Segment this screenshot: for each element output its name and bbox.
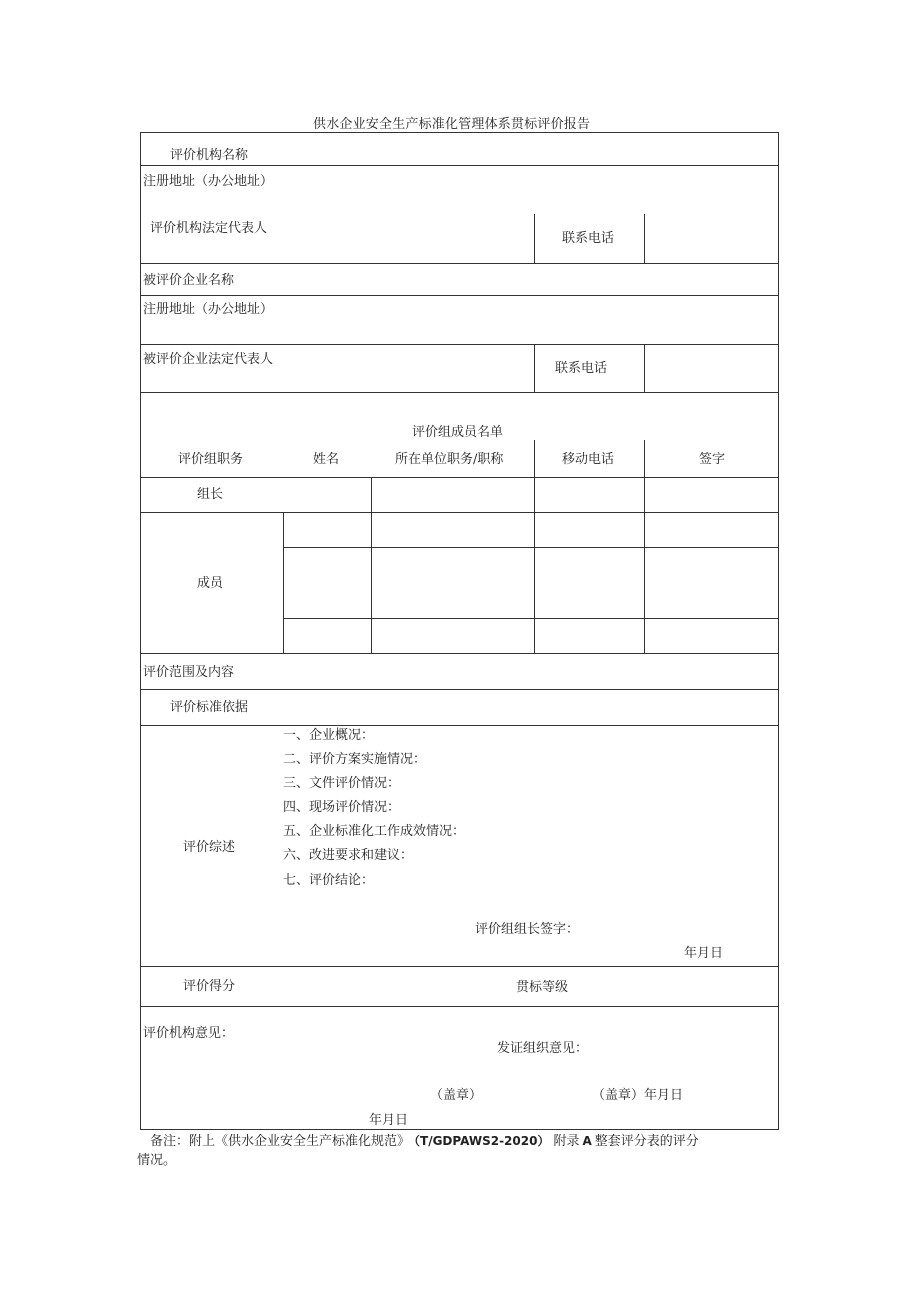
summary-date: 年月日 xyxy=(684,946,724,961)
org-seal: （盖章） xyxy=(430,1088,483,1103)
team-header-role: 评价组职务 xyxy=(178,452,244,467)
level-label: 贯标等级 xyxy=(516,980,569,995)
team-header-name: 姓名 xyxy=(313,452,340,467)
summary-label: 评价综述 xyxy=(183,840,236,855)
team-member-label: 成员 xyxy=(197,576,224,591)
org-phone-label: 联系电话 xyxy=(562,231,615,246)
company-address-label: 注册地址（办公地址） xyxy=(143,302,274,317)
summary-item-7: 七、评价结论： xyxy=(283,873,375,888)
org-legal-rep-label: 评价机构法定代表人 xyxy=(150,221,268,236)
footnote-appendix: A xyxy=(582,1134,592,1148)
standard-label: 评价标准依据 xyxy=(170,700,249,715)
summary-item-3: 三、文件评价情况： xyxy=(283,776,401,791)
summary-item-1: 一、企业概况： xyxy=(283,728,375,743)
company-name-label: 被评价企业名称 xyxy=(143,273,235,288)
opinion-date: 年月日 xyxy=(369,1113,409,1128)
cert-opinion-label: 发证组织意见： xyxy=(497,1041,589,1056)
summary-item-6: 六、改进要求和建议： xyxy=(283,848,414,863)
org-opinion-label: 评价机构意见： xyxy=(143,1026,235,1041)
footnote-code: （T/GDPAWS2-2020） xyxy=(414,1134,550,1148)
team-leader-label: 组长 xyxy=(197,487,224,502)
org-name-label: 评价机构名称 xyxy=(170,148,249,163)
footnote-prefix: 备注：附上《供水企业安全生产标准化规范》 xyxy=(150,1134,411,1149)
team-header-signature: 签字 xyxy=(699,452,726,467)
summary-item-2: 二、评价方案实施情况： xyxy=(283,752,427,767)
summary-item-4: 四、现场评价情况： xyxy=(283,800,401,815)
team-header-phone: 移动电话 xyxy=(562,452,615,467)
footnote-line2: 情况。 xyxy=(137,1153,177,1168)
score-label: 评价得分 xyxy=(183,979,236,994)
footnote-suffix: 整套评分表的评分 xyxy=(594,1134,699,1149)
org-address-label: 注册地址（办公地址） xyxy=(143,174,274,189)
summary-item-5: 五、企业标准化工作成效情况： xyxy=(283,824,466,839)
leader-signature-label: 评价组组长签字： xyxy=(475,922,580,937)
footnote xyxy=(150,1133,699,1150)
team-title: 评价组成员名单 xyxy=(412,425,504,440)
scope-label: 评价范围及内容 xyxy=(143,665,235,680)
company-phone-label: 联系电话 xyxy=(555,361,608,376)
footnote-mid: 附录 xyxy=(553,1134,580,1149)
company-legal-rep-label: 被评价企业法定代表人 xyxy=(143,352,274,367)
team-header-position: 所在单位职务/职称 xyxy=(395,452,504,467)
report-title: 供水企业安全生产标准化管理体系贯标评价报告 xyxy=(313,117,591,132)
cert-seal-date: （盖章）年月日 xyxy=(592,1088,684,1103)
